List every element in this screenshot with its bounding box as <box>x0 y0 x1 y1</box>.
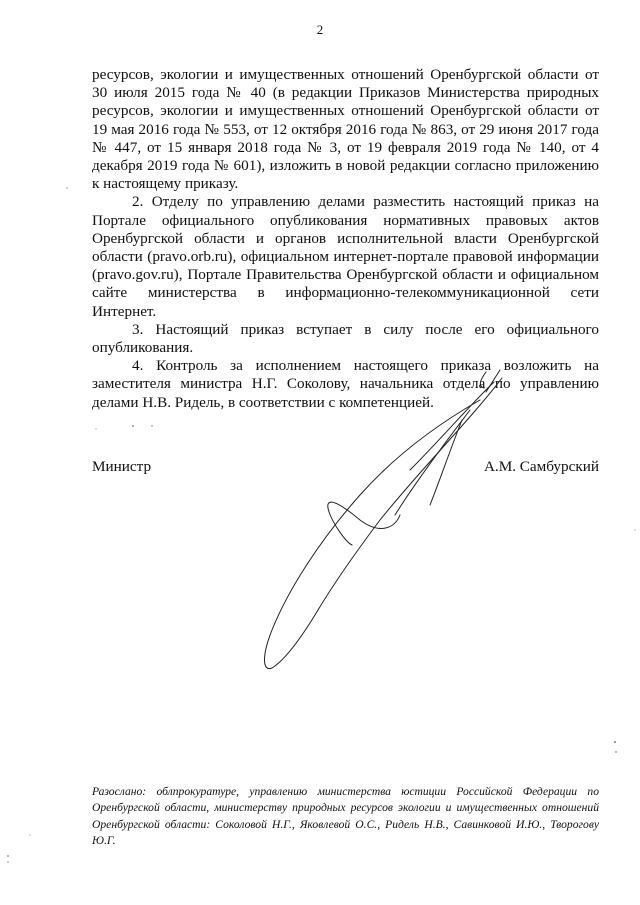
signatory-title: Министр <box>92 458 152 475</box>
paragraph-4-control: 4. Контроль за исполнением настоящего приказа возложить на заместителя министра Н.Г. Соколову, начальника отдела по управлению делами Н.В. Ридель, в соответствии с компетенцией. <box>92 357 599 411</box>
paragraph-continuation: ресурсов, экологии и имущественных отношений Оренбургской области от 30 июля 2015 года № 40 (в редакции Приказов Министерства природных ресурсов, экологии и имущественных отношений Оренбургской области от 19 мая 2016 года № 553, от 12 октября 2016 года № 863, от 29 июня 2017 года № 447, от 15 января 2018 года № 3, от 19 февраля 2019 года № 140, от 4 декабря 2019 года № 601), изложить в новой редакции согласно приложению к настоящему приказу. <box>92 66 599 193</box>
document-body <box>92 66 599 412</box>
signature-block <box>92 458 599 478</box>
page-number: 2 <box>316 22 324 37</box>
distribution-list: Разослано: облпрокуратуре, управлению министерства юстиции Российской Федерации по Оренбургской области, министерству природных ресурсов экологии и имущественных отношений Оренбургской области: Соколовой Н.Г., Яковлевой О.С., Ридель Н.В., Савинковой И.Ю., Творогову Ю.Г. <box>92 785 599 847</box>
signatory-name: А.М. Самбурский <box>483 458 599 475</box>
paragraph-2-publication: 2. Отделу по управлению делами разместить настоящий приказ на Портале официального опубликования нормативных правовых актов Оренбургской области и органов исполнительной власти Оренбургской области (pravo.orb.ru), официальном интернет-портале правовой информации (pravo.gov.ru), Портале Правительства Оренбургской области и официальном сайте министерства в информационно-телекоммуникационной сети Интернет. <box>92 193 599 320</box>
paragraph-3-effective-date: 3. Настоящий приказ вступает в силу после его официального опубликования. <box>92 320 599 357</box>
